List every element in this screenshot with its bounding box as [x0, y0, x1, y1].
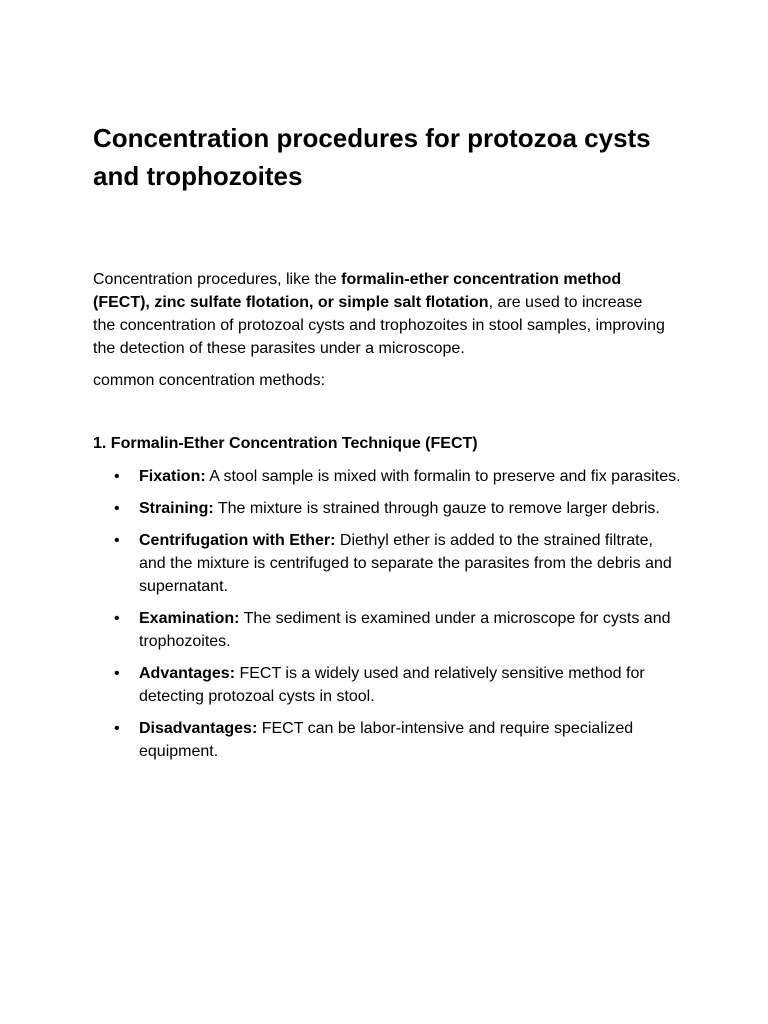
- intro-prefix: Concentration procedures, like the: [93, 271, 342, 288]
- list-item: [93, 529, 683, 598]
- list-item: [93, 465, 683, 488]
- list-item-text: FECT can be labor-intensive and require specialized equipment.: [139, 720, 634, 760]
- methods-lead: common concentration methods:: [93, 372, 326, 389]
- intro-paragraph: [93, 268, 668, 360]
- intro-bold-methods: formalin-ether concentration method (FECT), zinc sulfate flotation, or simple salt flotation: [93, 271, 622, 311]
- fect-steps-list: [93, 465, 683, 772]
- list-item-text: A stool sample is mixed with formalin to preserve and fix parasites.: [205, 468, 681, 485]
- bullet-icon: •: [114, 500, 120, 517]
- document-title: Concentration procedures for protozoa cysts and trophozoites: [93, 123, 651, 191]
- intro-suffix: , are used to increase the concentration of protozoal cysts and trophozoites in stool samples, improving the detection of these parasites under a microscope.: [93, 294, 665, 357]
- bullet-icon: •: [114, 720, 120, 737]
- list-item-text: The sediment is examined under a microscope for cysts and trophozoites.: [139, 610, 671, 650]
- list-item-text: Diethyl ether is added to the strained filtrate, and the mixture is centrifuged to separate the parasites from the debris and supernatant.: [139, 532, 672, 595]
- bullet-icon: •: [114, 532, 120, 549]
- list-item-term: Examination:: [139, 610, 240, 627]
- list-item-term: Centrifugation with Ether:: [139, 532, 336, 549]
- list-item: [93, 497, 683, 520]
- bullet-icon: •: [114, 468, 120, 485]
- list-item: [93, 607, 683, 653]
- list-item-term: Disadvantages:: [139, 720, 258, 737]
- section-heading-fect: 1. Formalin-Ether Concentration Technique (FECT): [93, 435, 478, 452]
- list-item-term: Advantages:: [139, 665, 236, 682]
- list-item-text: The mixture is strained through gauze to remove larger debris.: [213, 500, 660, 517]
- list-item: [93, 717, 683, 763]
- bullet-icon: •: [114, 665, 120, 682]
- list-item-text: FECT is a widely used and relatively sensitive method for detecting protozoal cysts in stool.: [139, 665, 645, 705]
- list-item-term: Straining:: [139, 500, 214, 517]
- list-item-term: Fixation:: [139, 468, 206, 485]
- bullet-icon: •: [114, 610, 120, 627]
- list-item: [93, 662, 683, 708]
